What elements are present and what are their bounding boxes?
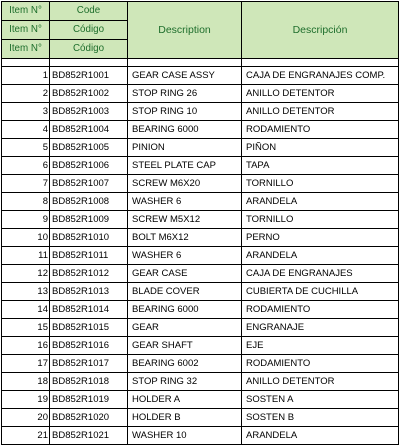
item-number-cell: 2 <box>2 85 50 103</box>
code-cell: BD852R1013 <box>50 283 128 301</box>
code-cell: BD852R1019 <box>50 391 128 409</box>
description-en-cell: GEAR CASE <box>128 265 242 283</box>
table-row <box>2 319 399 337</box>
code-header: Código <box>50 40 128 59</box>
item-number-cell: 9 <box>2 211 50 229</box>
item-number-header: Item N° <box>2 40 50 59</box>
description-en-cell: STOP RING 26 <box>128 85 242 103</box>
description-en-cell: STOP RING 32 <box>128 373 242 391</box>
item-number-cell: 21 <box>2 427 50 445</box>
item-number-cell: 16 <box>2 337 50 355</box>
description-en-cell: WASHER 10 <box>128 427 242 445</box>
item-number-cell: 1 <box>2 67 50 85</box>
code-cell: BD852R1005 <box>50 139 128 157</box>
description-es-cell: PERNO <box>242 229 399 247</box>
table-row <box>2 391 399 409</box>
item-number-cell: 10 <box>2 229 50 247</box>
description-en-cell: BOLT M6X12 <box>128 229 242 247</box>
item-number-cell: 18 <box>2 373 50 391</box>
table-row <box>2 247 399 265</box>
table-row <box>2 337 399 355</box>
description-en-cell: WASHER 6 <box>128 247 242 265</box>
table-row <box>2 103 399 121</box>
table-row <box>2 355 399 373</box>
table-row <box>2 265 399 283</box>
description-en-cell: STEEL PLATE CAP <box>128 157 242 175</box>
code-cell: BD852R1015 <box>50 319 128 337</box>
header-row-1 <box>2 2 399 21</box>
spacer-cell <box>242 59 399 67</box>
table-row <box>2 229 399 247</box>
table-row <box>2 193 399 211</box>
table-row <box>2 139 399 157</box>
description-es-cell: EJE <box>242 337 399 355</box>
code-cell: BD852R1016 <box>50 337 128 355</box>
description-es-cell: TAPA <box>242 157 399 175</box>
item-number-cell: 12 <box>2 265 50 283</box>
code-cell: BD852R1003 <box>50 103 128 121</box>
description-es-cell: ANILLO DETENTOR <box>242 85 399 103</box>
description-es-cell: CAJA DE ENGRANAJES <box>242 265 399 283</box>
description-es-cell: TORNILLO <box>242 211 399 229</box>
description-en-cell: BEARING 6000 <box>128 121 242 139</box>
description-es-cell: CAJA DE ENGRANAJES COMP. <box>242 67 399 85</box>
description-es-cell: RODAMIENTO <box>242 121 399 139</box>
item-number-header: Item N° <box>2 2 50 21</box>
description-es-cell: ARANDELA <box>242 427 399 445</box>
spacer-cell <box>2 59 50 67</box>
table-row <box>2 427 399 445</box>
table-row <box>2 85 399 103</box>
description-es-cell: PIÑON <box>242 139 399 157</box>
code-cell: BD852R1014 <box>50 301 128 319</box>
code-header: Code <box>50 2 128 21</box>
description-en-cell: BEARING 6002 <box>128 355 242 373</box>
code-cell: BD852R1006 <box>50 157 128 175</box>
description-en-cell: PINION <box>128 139 242 157</box>
code-cell: BD852R1008 <box>50 193 128 211</box>
description-en-cell: BLADE COVER <box>128 283 242 301</box>
description-en-cell: BEARING 6000 <box>128 301 242 319</box>
table-row <box>2 67 399 85</box>
item-number-cell: 20 <box>2 409 50 427</box>
parts-table-body <box>2 2 399 445</box>
description-es-cell: ARANDELA <box>242 247 399 265</box>
description-es-cell: CUBIERTA DE CUCHILLA <box>242 283 399 301</box>
code-cell: BD852R1021 <box>50 427 128 445</box>
description-es-cell: SOSTEN A <box>242 391 399 409</box>
table-row <box>2 157 399 175</box>
item-number-cell: 5 <box>2 139 50 157</box>
description-en-header: Description <box>128 2 242 59</box>
description-es-cell: ANILLO DETENTOR <box>242 373 399 391</box>
description-en-cell: HOLDER A <box>128 391 242 409</box>
item-number-cell: 7 <box>2 175 50 193</box>
description-en-cell: SCREW M5X12 <box>128 211 242 229</box>
table-row <box>2 373 399 391</box>
code-cell: BD852R1001 <box>50 67 128 85</box>
description-es-cell: ENGRANAJE <box>242 319 399 337</box>
description-en-cell: GEAR CASE ASSY <box>128 67 242 85</box>
item-number-cell: 19 <box>2 391 50 409</box>
code-cell: BD852R1018 <box>50 373 128 391</box>
description-es-cell: RODAMIENTO <box>242 301 399 319</box>
item-number-cell: 8 <box>2 193 50 211</box>
item-number-cell: 3 <box>2 103 50 121</box>
item-number-cell: 13 <box>2 283 50 301</box>
item-number-cell: 11 <box>2 247 50 265</box>
item-number-cell: 4 <box>2 121 50 139</box>
item-number-cell: 15 <box>2 319 50 337</box>
description-en-cell: STOP RING 10 <box>128 103 242 121</box>
table-row <box>2 175 399 193</box>
code-cell: BD852R1020 <box>50 409 128 427</box>
code-cell: BD852R1010 <box>50 229 128 247</box>
code-cell: BD852R1004 <box>50 121 128 139</box>
description-en-cell: WASHER 6 <box>128 193 242 211</box>
table-row <box>2 283 399 301</box>
code-cell: BD852R1002 <box>50 85 128 103</box>
description-en-cell: SCREW M6X20 <box>128 175 242 193</box>
item-number-cell: 14 <box>2 301 50 319</box>
description-es-cell: ARANDELA <box>242 193 399 211</box>
table-row <box>2 301 399 319</box>
description-en-cell: GEAR SHAFT <box>128 337 242 355</box>
item-number-cell: 6 <box>2 157 50 175</box>
description-es-cell: SOSTEN B <box>242 409 399 427</box>
spacer-cell <box>50 59 128 67</box>
code-cell: BD852R1007 <box>50 175 128 193</box>
description-es-cell: RODAMIENTO <box>242 355 399 373</box>
description-en-cell: GEAR <box>128 319 242 337</box>
spacer-row <box>2 59 399 67</box>
code-cell: BD852R1012 <box>50 265 128 283</box>
code-cell: BD852R1009 <box>50 211 128 229</box>
table-row <box>2 121 399 139</box>
table-row <box>2 409 399 427</box>
code-cell: BD852R1017 <box>50 355 128 373</box>
parts-table <box>1 1 399 445</box>
description-es-cell: TORNILLO <box>242 175 399 193</box>
spacer-cell <box>128 59 242 67</box>
description-en-cell: HOLDER B <box>128 409 242 427</box>
code-header: Código <box>50 21 128 40</box>
item-number-cell: 17 <box>2 355 50 373</box>
code-cell: BD852R1011 <box>50 247 128 265</box>
description-es-cell: ANILLO DETENTOR <box>242 103 399 121</box>
item-number-header: Item N° <box>2 21 50 40</box>
table-row <box>2 211 399 229</box>
description-es-header: Descripción <box>242 2 399 59</box>
